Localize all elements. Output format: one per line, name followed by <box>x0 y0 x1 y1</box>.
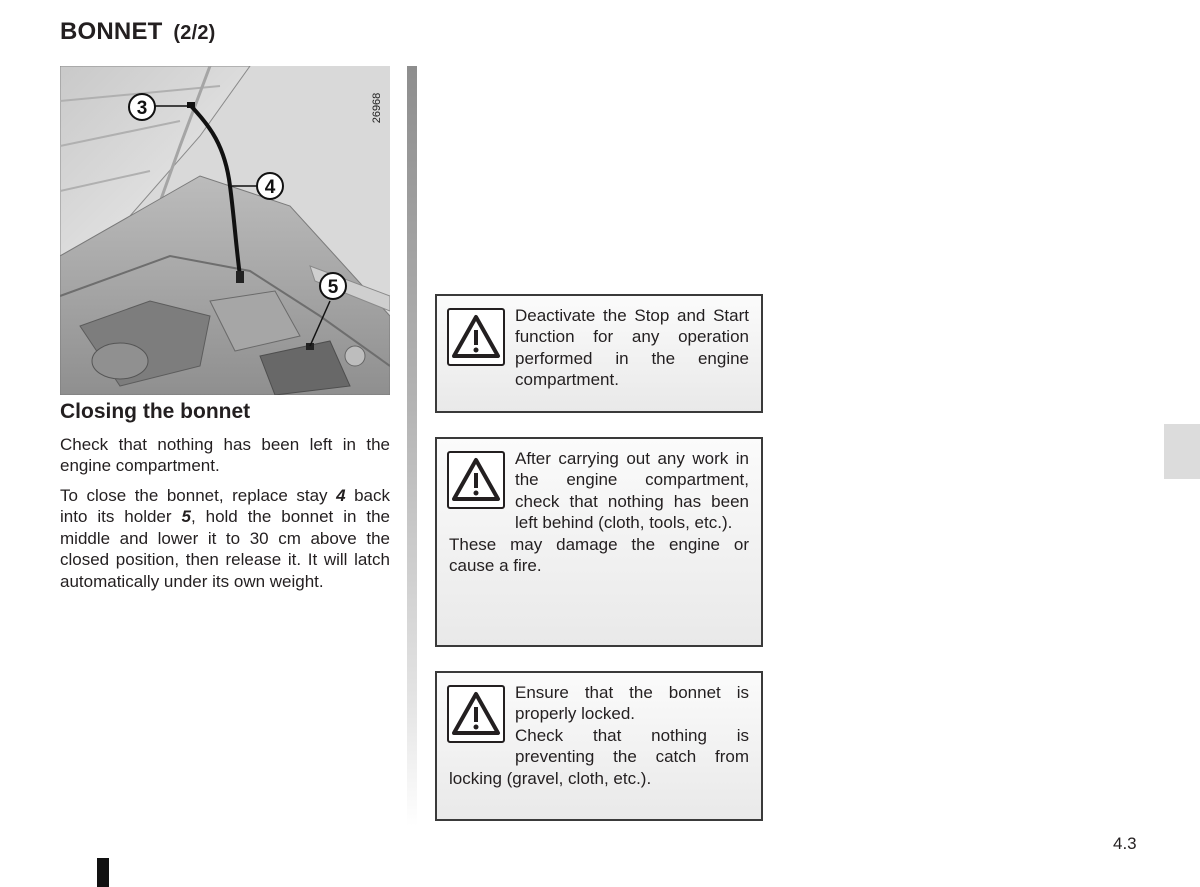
warning-box-stop-start <box>435 294 763 413</box>
text-run: back into its holder <box>60 486 390 527</box>
chapter-thumb-tab <box>1164 424 1200 479</box>
callout-5 <box>320 273 346 299</box>
paragraph-close-instructions <box>60 485 390 592</box>
page-number: 4.3 <box>1113 834 1137 853</box>
callout-4-label: 4 <box>264 177 276 198</box>
warning-text: Check that nothing is preventing the catch from locking (gravel, cloth, etc.). <box>449 725 749 788</box>
warning-text: Ensure that the bonnet is properly locked. <box>515 683 749 724</box>
text-run: , hold the bonnet in the middle and lower it to 30 cm above the closed position, then release it. It will latch automatically under its own weight. <box>60 507 390 591</box>
warning-triangle-icon <box>447 308 505 366</box>
callout-4 <box>257 173 283 199</box>
callout-5-label: 5 <box>327 277 339 298</box>
holder-reference: 5 <box>181 507 191 527</box>
paragraph-check-compartment: Check that nothing has been left in the engine compartment. <box>60 435 390 476</box>
text-run: To close the bonnet, replace stay <box>60 486 337 505</box>
crop-mark <box>97 858 109 887</box>
title-part-indicator: (2/2) <box>173 22 216 44</box>
warning-box-work-compartment <box>435 437 763 647</box>
section-heading: Closing the bonnet <box>60 400 251 423</box>
warning-text: After carrying out any work in the engine compartment, check that nothing has been left behind (cloth, tools, etc.). <box>515 449 749 533</box>
stay-reference: 4 <box>336 486 346 505</box>
figure-reference-code: 26968 <box>371 92 383 124</box>
warning-box-bonnet-locked <box>435 671 763 821</box>
callout-3-label: 3 <box>136 98 148 119</box>
title-text: BONNET <box>60 18 163 45</box>
warning-triangle-icon <box>447 685 505 743</box>
page-title <box>60 18 216 46</box>
bonnet-illustration <box>60 66 390 395</box>
column-divider <box>407 66 417 826</box>
warning-text: These may damage the engine or cause a fire. <box>449 534 749 576</box>
callout-3 <box>129 94 155 120</box>
warning-text: Deactivate the Stop and Start function for any operation performed in the engine compartment. <box>515 306 749 390</box>
warning-triangle-icon <box>447 451 505 509</box>
